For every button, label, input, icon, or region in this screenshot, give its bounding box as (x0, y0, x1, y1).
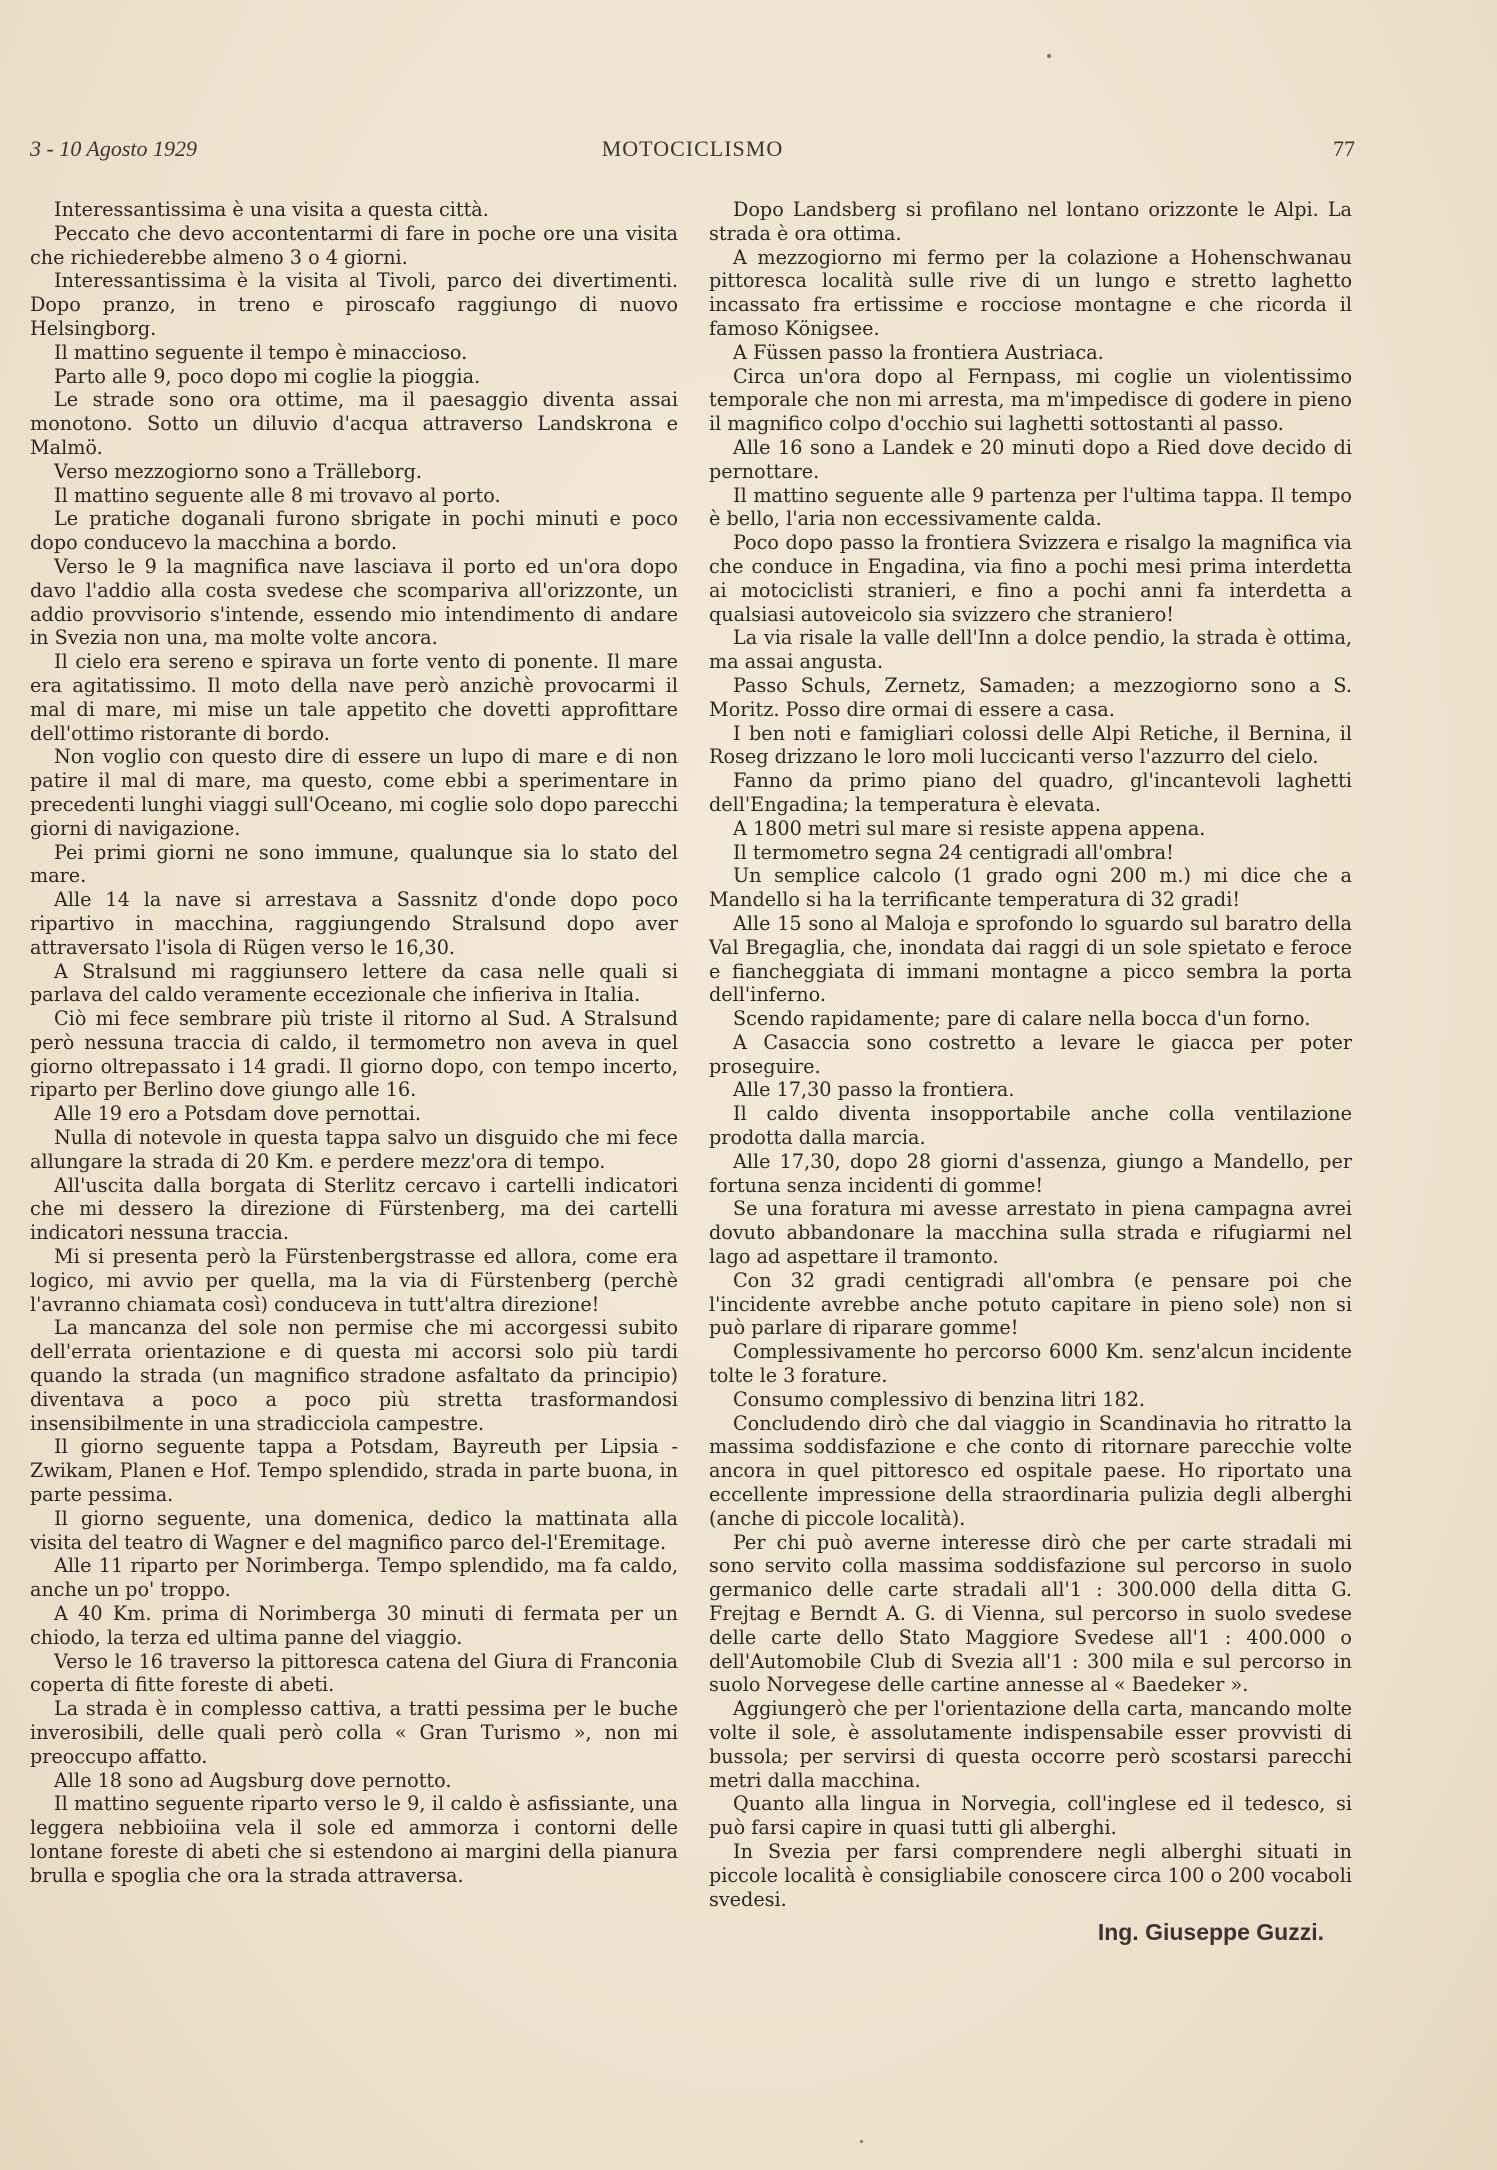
author-signature: Ing. Giuseppe Guzzi. (1097, 1919, 1324, 1946)
article-paragraph: Il giorno seguente, una domenica, dedico la mattinata alla visita del teatro di Wagner e del magnifico parco del-l'Eremitage. (30, 1506, 678, 1554)
magazine-title: MOTOCICLISMO (601, 136, 784, 161)
article-paragraph: Il mattino seguente alle 9 partenza per l'ultima tappa. Il tempo è bello, l'aria non eccessivamente calda. (709, 483, 1352, 531)
article-paragraph: I ben noti e famigliari colossi delle Alpi Retiche, il Bernina, il Roseg drizzano le loro moli luccicanti verso l'azzurro del cielo. (709, 721, 1352, 769)
article-paragraph: Concludendo dirò che dal viaggio in Scandinavia ho ritratto la massima soddisfazione e che conto di ritornare parecchie volte ancora in quel pittoresco ed ospitale paese. Ho riportato una eccellente impressione della straordinaria pulizia degli alberghi (anche di piccole località). (709, 1411, 1352, 1530)
article-paragraph: Mi si presenta però la Fürstenbergstrasse ed allora, come era logico, mi avvio per quella, ma la via di Fürstenberg (perchè l'avranno chiamata così) conduceva in tutt'altra direzione! (30, 1245, 678, 1316)
article-paragraph: Se una foratura mi avesse arrestato in piena campagna avrei dovuto abbandonare la macchina sulla strada e rifugiarmi nel lago ad aspettare il tramonto. (709, 1197, 1352, 1269)
print-speck (860, 2140, 863, 2143)
article-paragraph: Nulla di notevole in questa tappa salvo un disguido che mi fece allungare la strada di 20 Km. e perdere mezz'ora di tempo. (30, 1126, 678, 1173)
article-paragraph: Il termometro segna 24 centigradi all'ombra! (733, 840, 1174, 864)
article-paragraph: Il cielo era sereno e spirava un forte vento di ponente. Il mare era agitatissimo. Il moto della nave però anzichè provocarmi il mal di mare, mi mise un tale appetito che dovetti approfittare dell'ottimo ristorante di bordo. (30, 650, 678, 745)
article-paragraph: A 1800 metri sul mare si resiste appena appena. (733, 816, 1206, 840)
article-paragraph: Complessivamente ho percorso 6000 Km. senz'alcun incidente tolte le 3 forature. (709, 1340, 1352, 1388)
article-paragraph: Le pratiche doganali furono sbrigate in pochi minuti e poco dopo conducevo la macchina a bordo. (30, 507, 678, 555)
article-paragraph: Verso mezzogiorno sono a Trälleborg. (54, 459, 422, 483)
article-paragraph: Consumo complessivo di benzina litri 182. (733, 1387, 1145, 1411)
article-paragraph: Il caldo diventa insopportabile anche colla ventilazione prodotta dalla marcia. (709, 1102, 1352, 1150)
article-paragraph: A mezzogiorno mi fermo per la colazione a Hohenschwanau pittoresca località sulle rive di un lungo e stretto laghetto incassato fra ertissime e rocciose montagne e che ricorda il famoso Königsee. (709, 245, 1352, 340)
article-paragraph: Alle 17,30 passo la frontiera. (733, 1078, 1015, 1102)
article-paragraph: Circa un'ora dopo al Fernpass, mi coglie un violentissimo temporale che non mi arresta, ma m'impedisce di godere in pieno il magnifico colpo d'occhio sui laghetti sottostanti al passo. (709, 364, 1352, 436)
article-paragraph: Per chi può averne interesse dirò che per carte stradali mi sono servito colla massima soddisfazione sul percorso in suolo germanico delle carte stradali all'1 : 300.000 della ditta G. Frejtag e Berndt A. G. di Vienna, sul percorso in suolo svedese delle carte dello Stato Maggiore Svedese all'1 : 400.000 o dell'Automobile Club di Svezia all'1 : 300 mila e sul percorso in suolo Norvegese delle cartine annesse al « Baedeker ». (709, 1530, 1352, 1697)
article-paragraph: Verso le 9 la magnifica nave lasciava il porto ed un'ora dopo davo l'addio alla costa svedese che scompariva all'orizzonte, un addio provvisorio s'intende, essendo mio intendimento di andare in Svezia non una, ma molte volte ancora. (30, 554, 678, 650)
right-paragraphs (709, 198, 1352, 1911)
article-paragraph: Passo Schuls, Zernetz, Samaden; a mezzogiorno sono a S. Moritz. Posso dire ormai di essere a casa. (709, 673, 1352, 721)
issue-date: 3 - 10 Agosto 1929 (30, 136, 198, 161)
article-paragraph: Verso le 16 traverso la pittoresca catena del Giura di Franconia coperta di fitte foreste di abeti. (30, 1649, 678, 1697)
article-paragraph: Le strade sono ora ottime, ma il paesaggio diventa assai monotono. Sotto un diluvio d'acqua attraverso Landskrona e Malmö. (30, 388, 678, 459)
article-paragraph: Alle 15 sono al Maloja e sprofondo lo sguardo sul baratro della Val Bregaglia, che, inondata dai raggi di un sole spietato e feroce e fiancheggiata di immani montagne a picco sembra la porta dell'inferno. (709, 911, 1352, 1007)
article-paragraph: Peccato che devo accontentarmi di fare in poche ore una visita che richiederebbe almeno 3 o 4 giorni. (30, 221, 678, 269)
article-paragraph: Il mattino seguente alle 8 mi trovavo al porto. (54, 483, 501, 507)
article-paragraph: Alle 17,30, dopo 28 giorni d'assenza, giungo a Mandello, per fortuna senza incidenti di gomme! (709, 1149, 1352, 1197)
article-paragraph: Alle 19 ero a Potsdam dove pernottai. (54, 1102, 422, 1126)
article-paragraph: Aggiungerò che per l'orientazione della carta, mancando molte volte il sole, è assolutamente indispensabile esser provvisti di bussola; per servirsi di questa occorre però scostarsi parecchi metri dalla macchina. (709, 1697, 1352, 1792)
article-paragraph: Pei primi giorni ne sono immune, qualunque sia lo stato del mare. (30, 840, 678, 888)
right-text-column (709, 198, 1352, 1945)
article-paragraph: La via risale la valle dell'Inn a dolce pendio, la strada è ottima, ma assai angusta. (709, 626, 1352, 674)
article-paragraph: Il giorno seguente tappa a Potsdam, Bayreuth per Lipsia - Zwikam, Planen e Hof. Tempo splendido, strada in parte buona, in parte pessima. (30, 1435, 678, 1507)
article-paragraph: A Stralsund mi raggiunsero lettere da casa nelle quali si parlava del caldo veramente eccezionale che infieriva in Italia. (30, 959, 678, 1007)
article-paragraph: Alle 16 sono a Landek e 20 minuti dopo a Ried dove decido di pernottare. (709, 435, 1352, 483)
article-paragraph: Quanto alla lingua in Norvegia, coll'inglese ed il tedesco, si può farsi capire in quasi tutti gli alberghi. (709, 1792, 1352, 1840)
article-paragraph: Poco dopo passo la frontiera Svizzera e risalgo la magnifica via che conduce in Engadina, via fino a pochi mesi prima interdetta ai motociclisti stranieri, e fino a pochi anni fa interdetta a qualsiasi autoveicolo sia svizzero che straniero! (709, 531, 1352, 626)
print-speck (1047, 54, 1051, 58)
article-paragraph: Con 32 gradi centigradi all'ombra (e pensare poi che l'incidente avrebbe anche potuto capitare in pieno sole) non si può parlare di riparare gomme! (709, 1268, 1352, 1340)
article-paragraph: In Svezia per farsi comprendere negli alberghi situati in piccole località è consigliabile conoscere circa 100 o 200 vocaboli svedesi. (709, 1839, 1352, 1911)
article-paragraph: Interessantissima è la visita al Tivoli, parco dei divertimenti. Dopo pranzo, in treno e piroscafo raggiungo di nuovo Helsingborg. (30, 269, 678, 340)
article-paragraph: La mancanza del sole non permise che mi accorgessi subito dell'errata orientazione e di questa mi accorsi solo più tardi quando la strada (un magnifico stradone asfaltato da principio) diventava a poco a poco più stretta trasformandosi insensibilmente in una stradicciola campestre. (30, 1316, 678, 1435)
article-paragraph: Ciò mi fece sembrare più triste il ritorno al Sud. A Stralsund però nessuna traccia di caldo, il termometro non aveva in quel giorno oltrepassato i 14 gradi. Il giorno dopo, con tempo incerto, riparto per Berlino dove giungo alle 16. (30, 1007, 678, 1102)
article-paragraph: Alle 18 sono ad Augsburg dove pernotto. (54, 1768, 452, 1792)
article-paragraph: Un semplice calcolo (1 grado ogni 200 m.) mi dice che a Mandello si ha la terrificante temperatura di 32 gradi! (709, 864, 1352, 912)
article-paragraph: Dopo Landsberg si profilano nel lontano orizzonte le Alpi. La strada è ora ottima. (709, 198, 1352, 245)
article-paragraph: A Füssen passo la frontiera Austriaca. (733, 340, 1104, 364)
article-paragraph: Non voglio con questo dire di essere un lupo di mare e di non patire il mal di mare, ma questo, come ebbi a sperimentare in precedenti lunghi viaggi sull'Oceano, mi coglie solo dopo parecchi giorni di navigazione. (30, 745, 678, 840)
page-header (30, 136, 1355, 170)
article-paragraph: Parto alle 9, poco dopo mi coglie la pioggia. (54, 364, 481, 388)
article-paragraph: Fanno da primo piano del quadro, gl'incantevoli laghetti dell'Engadina; la temperatura è elevata. (709, 769, 1352, 816)
article-paragraph: Scendo rapidamente; pare di calare nella bocca d'un forno. (733, 1007, 1311, 1031)
page-number: 77 (1333, 136, 1355, 161)
article-paragraph: Il mattino seguente riparto verso le 9, il caldo è asfissiante, una leggera nebbioiina vela il sole ed ammorza i contorni delle lontane foreste di abeti che si estendono ai margini della pianura brulla e spoglia che ora la strada attraversa. (30, 1792, 678, 1887)
article-paragraph: A 40 Km. prima di Norimberga 30 minuti di fermata per un chiodo, la terza ed ultima panne del viaggio. (30, 1602, 678, 1649)
article-paragraph: All'uscita dalla borgata di Sterlitz cercavo i cartelli indicatori che mi dessero la direzione di Fürstenberg, ma dei cartelli indicatori nessuna traccia. (30, 1173, 678, 1245)
article-paragraph: A Casaccia sono costretto a levare le giacca per poter proseguire. (709, 1030, 1352, 1078)
article-paragraph: Interessantissima è una visita a questa città. (54, 198, 489, 221)
article-paragraph: Il mattino seguente il tempo è minaccioso. (54, 340, 468, 364)
left-text-column (30, 198, 678, 1888)
article-paragraph: La strada è in complesso cattiva, a tratti pessima per le buche inverosibili, delle quali però colla « Gran Turismo », non mi preoccupo affatto. (30, 1697, 678, 1768)
article-paragraph: Alle 11 riparto per Norimberga. Tempo splendido, ma fa caldo, anche un po' troppo. (30, 1554, 678, 1602)
article-paragraph: Alle 14 la nave si arrestava a Sassnitz d'onde dopo poco ripartivo in macchina, raggiungendo Stralsund dopo aver attraversato l'isola di Rügen verso le 16,30. (30, 888, 678, 959)
